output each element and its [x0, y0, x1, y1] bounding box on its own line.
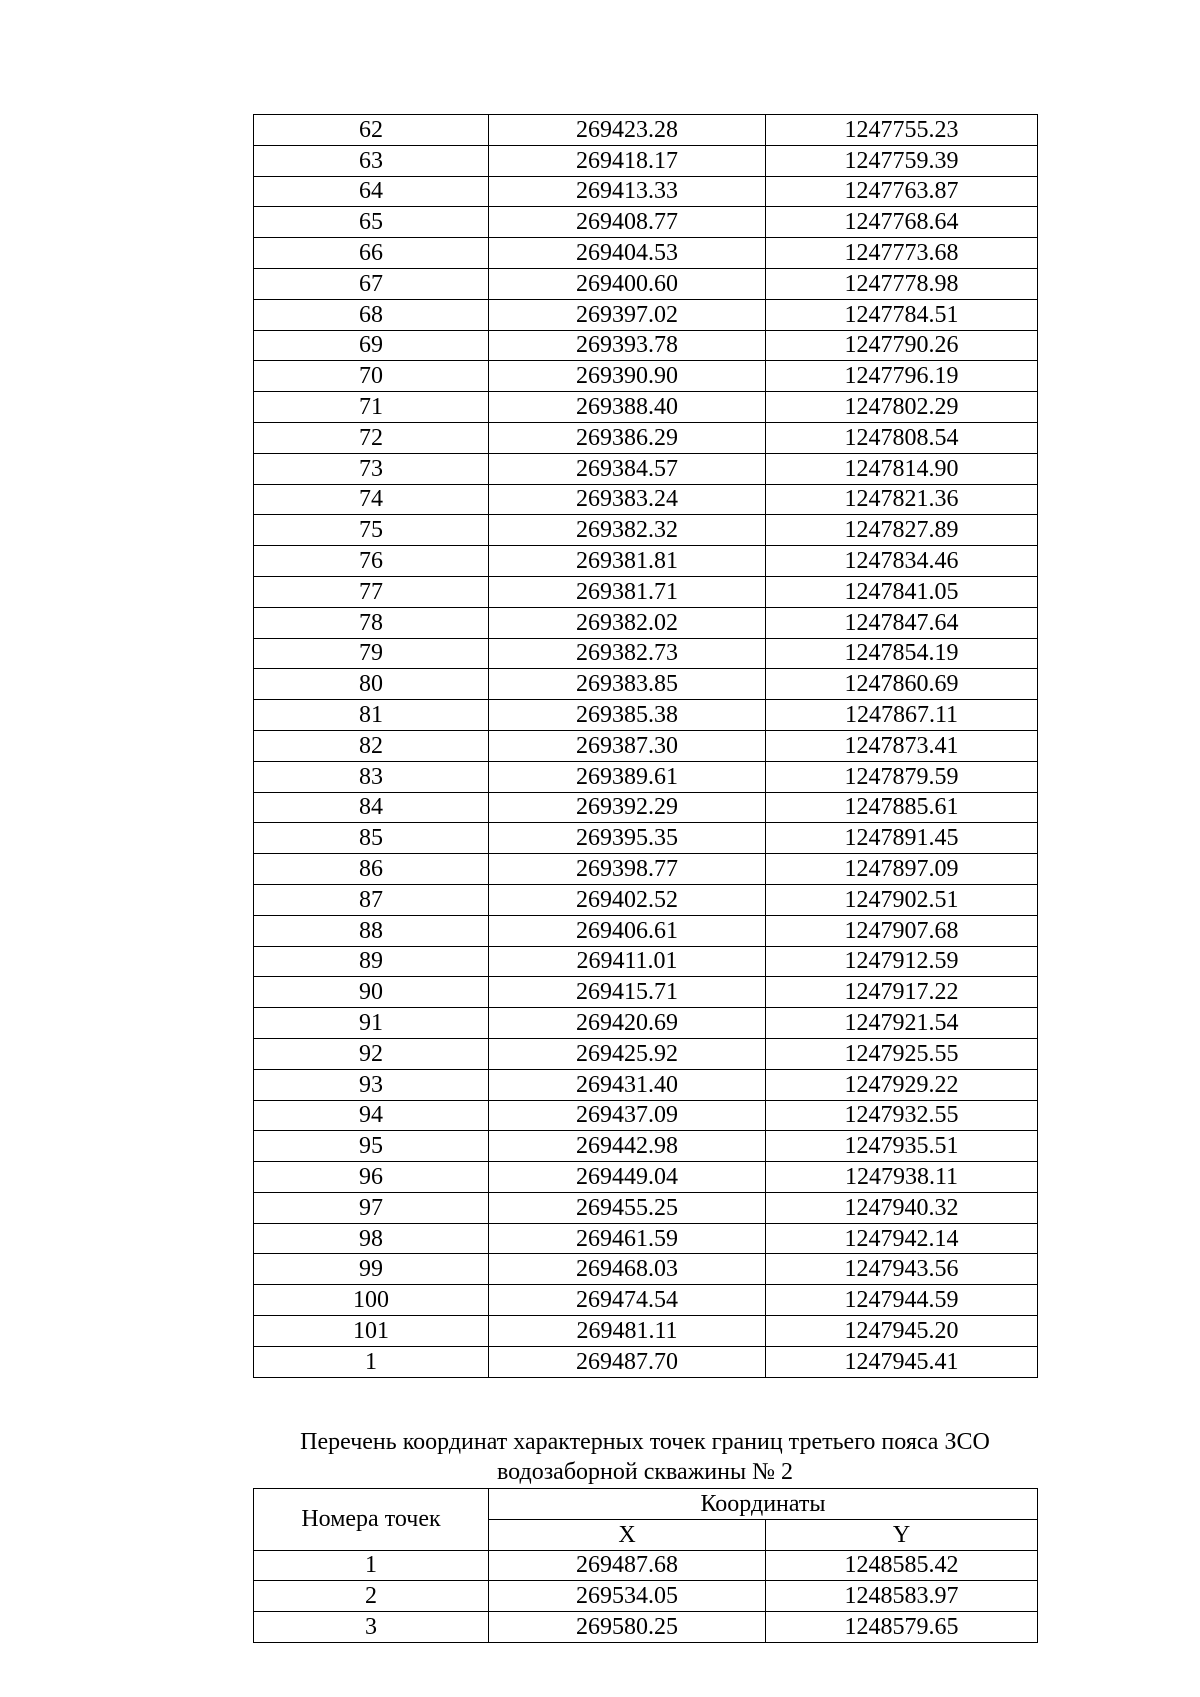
point-number-cell: 78	[254, 607, 489, 638]
y-coordinate-cell: 1247784.51	[766, 299, 1038, 330]
y-coordinate-cell: 1247935.51	[766, 1131, 1038, 1162]
table-row	[254, 761, 1038, 792]
point-number-cell: 79	[254, 638, 489, 669]
point-number-cell: 75	[254, 515, 489, 546]
y-coordinate-cell: 1247897.09	[766, 854, 1038, 885]
y-coordinate-cell: 1247938.11	[766, 1162, 1038, 1193]
x-coordinate-cell: 269389.61	[489, 761, 766, 792]
y-coordinate-cell: 1247943.56	[766, 1254, 1038, 1285]
x-coordinate-cell: 269437.09	[489, 1100, 766, 1131]
x-coordinate-cell: 269382.73	[489, 638, 766, 669]
y-coordinate-cell: 1247902.51	[766, 884, 1038, 915]
x-coordinate-cell: 269534.05	[489, 1581, 766, 1612]
y-coordinate-cell: 1247773.68	[766, 238, 1038, 269]
x-coordinate-cell: 269386.29	[489, 422, 766, 453]
y-coordinate-cell: 1247847.64	[766, 607, 1038, 638]
point-number-cell: 69	[254, 330, 489, 361]
point-number-cell: 97	[254, 1192, 489, 1223]
table-row	[254, 638, 1038, 669]
x-coordinate-cell: 269397.02	[489, 299, 766, 330]
x-coordinate-cell: 269408.77	[489, 207, 766, 238]
y-coordinate-cell: 1247925.55	[766, 1038, 1038, 1069]
point-number-cell: 82	[254, 730, 489, 761]
point-number-cell: 95	[254, 1131, 489, 1162]
table-row	[254, 1346, 1038, 1377]
x-coordinate-cell: 269404.53	[489, 238, 766, 269]
x-coordinate-cell: 269418.17	[489, 145, 766, 176]
x-coordinate-cell: 269415.71	[489, 977, 766, 1008]
table-row	[254, 453, 1038, 484]
point-number-cell: 99	[254, 1254, 489, 1285]
coordinates-table-continued	[253, 114, 1038, 1378]
table-row	[254, 730, 1038, 761]
point-number-cell: 89	[254, 946, 489, 977]
y-coordinate-cell: 1247942.14	[766, 1223, 1038, 1254]
x-coordinate-cell: 269402.52	[489, 884, 766, 915]
table-row	[254, 1100, 1038, 1131]
table-row	[254, 946, 1038, 977]
point-number-cell: 2	[254, 1581, 489, 1612]
table-header	[254, 1489, 1038, 1551]
point-number-cell: 77	[254, 576, 489, 607]
point-number-cell: 91	[254, 1008, 489, 1039]
point-number-cell: 76	[254, 546, 489, 577]
y-coordinate-cell: 1247796.19	[766, 361, 1038, 392]
y-coordinate-cell: 1247860.69	[766, 669, 1038, 700]
x-coordinate-cell: 269395.35	[489, 823, 766, 854]
point-number-cell: 3	[254, 1612, 489, 1643]
point-number-cell: 62	[254, 115, 489, 146]
table-header-row	[254, 1489, 1038, 1520]
y-coordinate-cell: 1247821.36	[766, 484, 1038, 515]
x-coordinate-cell: 269385.38	[489, 700, 766, 731]
y-coordinate-cell: 1247945.20	[766, 1316, 1038, 1347]
table-row	[254, 1008, 1038, 1039]
y-coordinate-cell: 1248583.97	[766, 1581, 1038, 1612]
point-number-cell: 74	[254, 484, 489, 515]
x-coordinate-cell: 269400.60	[489, 268, 766, 299]
x-coordinate-cell: 269420.69	[489, 1008, 766, 1039]
table-row	[254, 1316, 1038, 1347]
y-coordinate-cell: 1247834.46	[766, 546, 1038, 577]
point-number-cell: 63	[254, 145, 489, 176]
y-coordinate-cell: 1247814.90	[766, 453, 1038, 484]
header-coordinates: Координаты	[489, 1489, 1038, 1520]
x-coordinate-cell: 269474.54	[489, 1285, 766, 1316]
table-row	[254, 299, 1038, 330]
x-coordinate-cell: 269382.32	[489, 515, 766, 546]
point-number-cell: 80	[254, 669, 489, 700]
x-coordinate-cell: 269481.11	[489, 1316, 766, 1347]
point-number-cell: 84	[254, 792, 489, 823]
point-number-cell: 98	[254, 1223, 489, 1254]
table-row	[254, 1285, 1038, 1316]
x-coordinate-cell: 269413.33	[489, 176, 766, 207]
section-title	[253, 1427, 1037, 1487]
point-number-cell: 96	[254, 1162, 489, 1193]
x-coordinate-cell: 269431.40	[489, 1069, 766, 1100]
y-coordinate-cell: 1247917.22	[766, 977, 1038, 1008]
point-number-cell: 71	[254, 392, 489, 423]
x-coordinate-cell: 269580.25	[489, 1612, 766, 1643]
y-coordinate-cell: 1247940.32	[766, 1192, 1038, 1223]
x-coordinate-cell: 269392.29	[489, 792, 766, 823]
y-coordinate-cell: 1247885.61	[766, 792, 1038, 823]
x-coordinate-cell: 269449.04	[489, 1162, 766, 1193]
table-row	[254, 669, 1038, 700]
table-row	[254, 700, 1038, 731]
table-row	[254, 268, 1038, 299]
y-coordinate-cell: 1248579.65	[766, 1612, 1038, 1643]
point-number-cell: 73	[254, 453, 489, 484]
y-coordinate-cell: 1247778.98	[766, 268, 1038, 299]
point-number-cell: 66	[254, 238, 489, 269]
y-coordinate-cell: 1247879.59	[766, 761, 1038, 792]
zone-3-table-body	[254, 1550, 1038, 1642]
table-row	[254, 915, 1038, 946]
point-number-cell: 1	[254, 1346, 489, 1377]
point-number-cell: 93	[254, 1069, 489, 1100]
y-coordinate-cell: 1247755.23	[766, 115, 1038, 146]
y-coordinate-cell: 1247873.41	[766, 730, 1038, 761]
y-coordinate-cell: 1247945.41	[766, 1346, 1038, 1377]
zone-3-coordinates-table	[253, 1488, 1038, 1643]
x-coordinate-cell: 269393.78	[489, 330, 766, 361]
x-coordinate-cell: 269383.24	[489, 484, 766, 515]
header-y: Y	[766, 1519, 1038, 1550]
section-title-line-2: водозаборной скважины № 2	[497, 1459, 793, 1485]
y-coordinate-cell: 1247891.45	[766, 823, 1038, 854]
y-coordinate-cell: 1247768.64	[766, 207, 1038, 238]
x-coordinate-cell: 269423.28	[489, 115, 766, 146]
x-coordinate-cell: 269487.70	[489, 1346, 766, 1377]
table-row	[254, 238, 1038, 269]
table-row	[254, 854, 1038, 885]
x-coordinate-cell: 269487.68	[489, 1550, 766, 1581]
x-coordinate-cell: 269383.85	[489, 669, 766, 700]
x-coordinate-cell: 269425.92	[489, 1038, 766, 1069]
table-row	[254, 176, 1038, 207]
table-row	[254, 977, 1038, 1008]
x-coordinate-cell: 269382.02	[489, 607, 766, 638]
table-row	[254, 207, 1038, 238]
y-coordinate-cell: 1247944.59	[766, 1285, 1038, 1316]
point-number-cell: 92	[254, 1038, 489, 1069]
x-coordinate-cell: 269390.90	[489, 361, 766, 392]
table-row	[254, 484, 1038, 515]
coordinates-table-body	[254, 115, 1038, 1378]
x-coordinate-cell: 269387.30	[489, 730, 766, 761]
y-coordinate-cell: 1247912.59	[766, 946, 1038, 977]
y-coordinate-cell: 1247921.54	[766, 1008, 1038, 1039]
point-number-cell: 88	[254, 915, 489, 946]
table-row	[254, 392, 1038, 423]
point-number-cell: 65	[254, 207, 489, 238]
table-row	[254, 1550, 1038, 1581]
table-row	[254, 792, 1038, 823]
x-coordinate-cell: 269411.01	[489, 946, 766, 977]
point-number-cell: 83	[254, 761, 489, 792]
y-coordinate-cell: 1247929.22	[766, 1069, 1038, 1100]
y-coordinate-cell: 1247808.54	[766, 422, 1038, 453]
y-coordinate-cell: 1247867.11	[766, 700, 1038, 731]
x-coordinate-cell: 269461.59	[489, 1223, 766, 1254]
y-coordinate-cell: 1247932.55	[766, 1100, 1038, 1131]
table-row	[254, 361, 1038, 392]
table-row	[254, 1131, 1038, 1162]
x-coordinate-cell: 269406.61	[489, 915, 766, 946]
point-number-cell: 100	[254, 1285, 489, 1316]
y-coordinate-cell: 1247763.87	[766, 176, 1038, 207]
point-number-cell: 90	[254, 977, 489, 1008]
y-coordinate-cell: 1248585.42	[766, 1550, 1038, 1581]
point-number-cell: 1	[254, 1550, 489, 1581]
y-coordinate-cell: 1247802.29	[766, 392, 1038, 423]
point-number-cell: 64	[254, 176, 489, 207]
table-row	[254, 515, 1038, 546]
y-coordinate-cell: 1247790.26	[766, 330, 1038, 361]
header-x: X	[489, 1519, 766, 1550]
y-coordinate-cell: 1247827.89	[766, 515, 1038, 546]
point-number-cell: 87	[254, 884, 489, 915]
x-coordinate-cell: 269381.71	[489, 576, 766, 607]
x-coordinate-cell: 269398.77	[489, 854, 766, 885]
table-row	[254, 823, 1038, 854]
point-number-cell: 85	[254, 823, 489, 854]
table-row	[254, 1223, 1038, 1254]
table-row	[254, 115, 1038, 146]
y-coordinate-cell: 1247907.68	[766, 915, 1038, 946]
table-row	[254, 1162, 1038, 1193]
y-coordinate-cell: 1247841.05	[766, 576, 1038, 607]
x-coordinate-cell: 269381.81	[489, 546, 766, 577]
point-number-cell: 101	[254, 1316, 489, 1347]
point-number-cell: 86	[254, 854, 489, 885]
point-number-cell: 72	[254, 422, 489, 453]
point-number-cell: 67	[254, 268, 489, 299]
table-row	[254, 1038, 1038, 1069]
table-row	[254, 1612, 1038, 1643]
section-title-line-1: Перечень координат характерных точек границ третьего пояса ЗСО	[300, 1429, 990, 1455]
table-row	[254, 330, 1038, 361]
x-coordinate-cell: 269384.57	[489, 453, 766, 484]
point-number-cell: 68	[254, 299, 489, 330]
x-coordinate-cell: 269455.25	[489, 1192, 766, 1223]
y-coordinate-cell: 1247759.39	[766, 145, 1038, 176]
table-row	[254, 422, 1038, 453]
point-number-cell: 94	[254, 1100, 489, 1131]
table-row	[254, 607, 1038, 638]
y-coordinate-cell: 1247854.19	[766, 638, 1038, 669]
table-row	[254, 884, 1038, 915]
x-coordinate-cell: 269442.98	[489, 1131, 766, 1162]
point-number-cell: 81	[254, 700, 489, 731]
x-coordinate-cell: 269468.03	[489, 1254, 766, 1285]
table-row	[254, 576, 1038, 607]
table-row	[254, 546, 1038, 577]
table-row	[254, 1581, 1038, 1612]
table-row	[254, 1254, 1038, 1285]
table-row	[254, 1069, 1038, 1100]
point-number-cell: 70	[254, 361, 489, 392]
table-row	[254, 145, 1038, 176]
header-point-numbers: Номера точек	[254, 1489, 489, 1551]
x-coordinate-cell: 269388.40	[489, 392, 766, 423]
table-row	[254, 1192, 1038, 1223]
